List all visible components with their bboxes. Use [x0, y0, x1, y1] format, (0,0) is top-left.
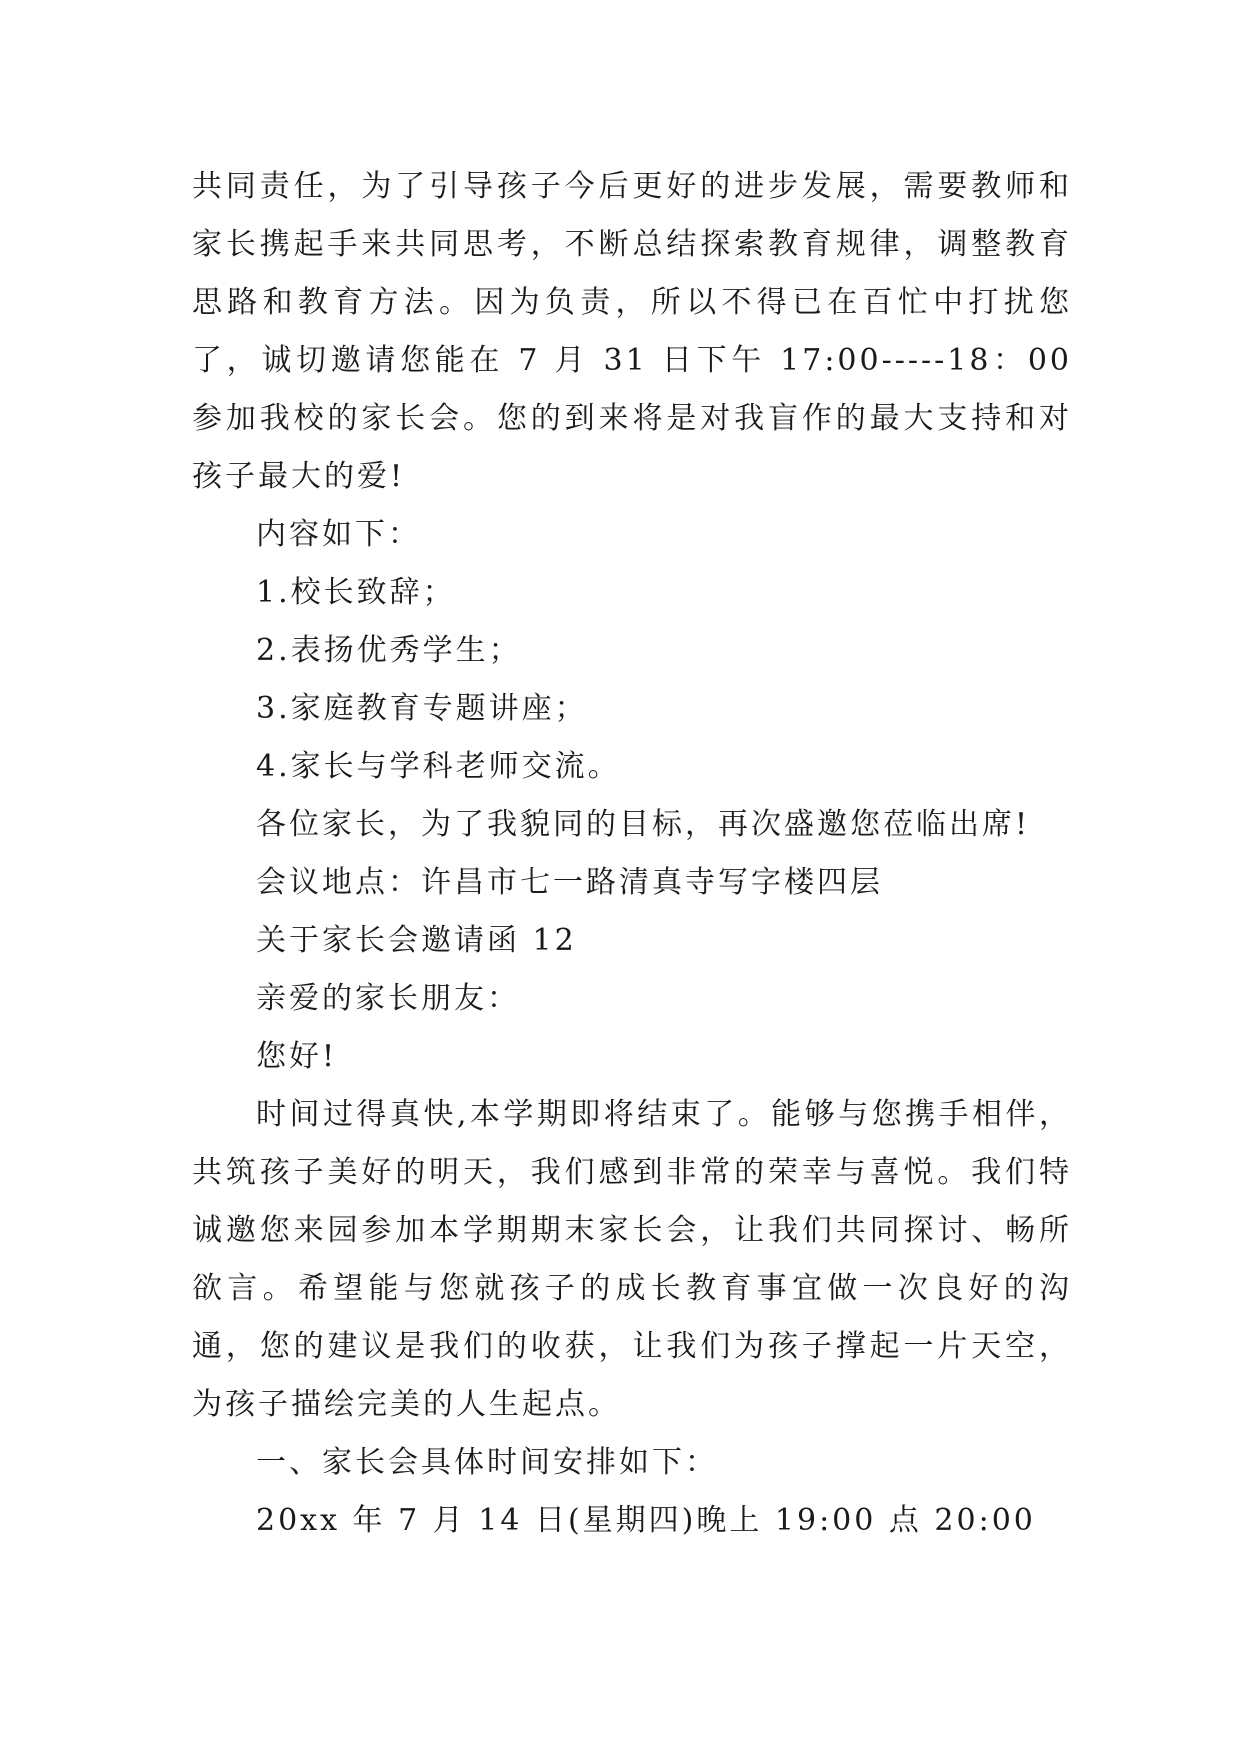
closing-line: 各位家长，为了我貌同的目标，再次盛邀您莅临出席! — [256, 807, 1031, 842]
salutation: 亲爱的家长朋友： — [256, 981, 520, 1016]
agenda-item: 4.家长与学科老师交流。 — [256, 749, 621, 784]
agenda-item: 1.校长致辞； — [256, 575, 456, 610]
schedule-time: 20xx 年 7 月 14 日(星期四)晚上 19:00 点 20:00 — [256, 1503, 1036, 1538]
paragraph-invitation: 时间过得真快,本学期即将结束了。能够与您携手相伴，共筑孩子美好的明天，我们感到非常的荣幸与喜悦。我们特诚邀您来园参加本学期期末家长会，让我们共同探讨、畅所欲言。希望能与您就孩子的成长教育事宜做一次良好的沟通，您的建议是我们的收获，让我们为孩子撑起一片天空，为孩子描绘完美的人生起点。 — [192, 1097, 1072, 1422]
paragraph-invitation-continued: 共同责任，为了引导孩子今后更好的进步发展，需要教师和家长携起手来共同思考，不断总结探索教育规律，调整教育思路和教育方法。因为负责，所以不得已在百忙中打扰您了，诚切邀请您能在 7 月 31 日下午 17:00-----18：00 参加我校的家长会。您的到来将是对我盲作的最大支持和对孩子最大的爱! — [192, 169, 1072, 494]
greeting: 您好! — [256, 1039, 338, 1074]
contents-heading: 内容如下： — [256, 517, 421, 552]
schedule-heading: 一、家长会具体时间安排如下： — [256, 1445, 718, 1480]
agenda-item: 3.家庭教育专题讲座； — [256, 691, 588, 726]
section-title: 关于家长会邀请函 12 — [256, 923, 577, 958]
meeting-location: 会议地点：许昌市七一路清真寺写字楼四层 — [256, 865, 883, 900]
document-body — [192, 158, 1072, 1550]
agenda-item: 2.表扬优秀学生； — [256, 633, 522, 668]
